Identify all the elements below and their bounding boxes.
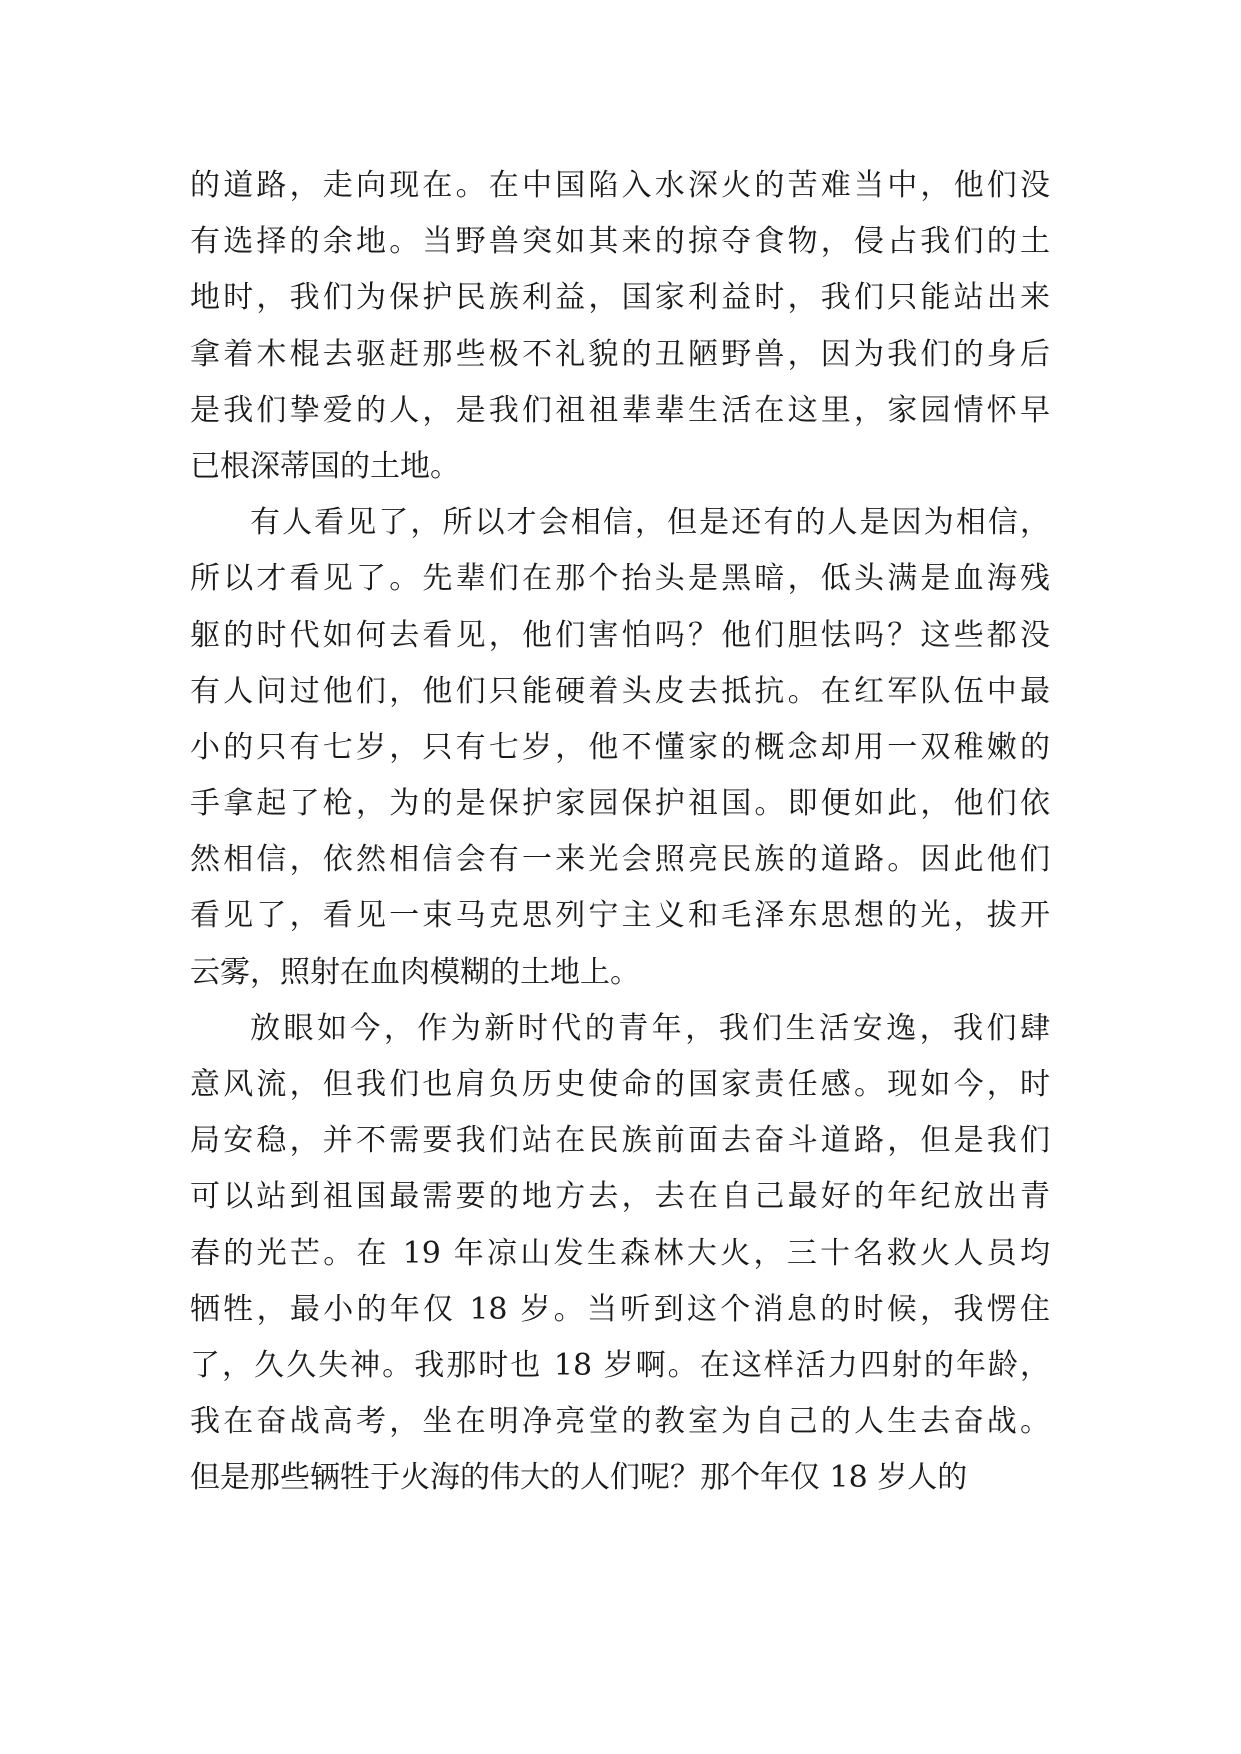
text-line: 躯的时代如何去看见，他们害怕吗？他们胆怯吗？这些都没 — [190, 617, 1050, 653]
text-line: 有选择的余地。当野兽突如其来的掠夺食物，侵占我们的土 — [190, 224, 1050, 260]
text-line: 但是那些辆牲于火海的伟大的人们呢？那个年仅 18 岁人的 — [190, 1460, 968, 1496]
text-line: 然相信，依然相信会有一来光会照亮民族的道路。因此他们 — [190, 842, 1050, 878]
text-line: 春的光芒。在 19 年凉山发生森林大火，三十名救火人员均 — [190, 1235, 1050, 1271]
text-line: 已根深蒂国的土地。 — [190, 448, 460, 484]
text-line: 小的只有七岁，只有七岁，他不懂家的概念却用一双稚嫩的 — [190, 729, 1050, 765]
text-line: 手拿起了枪，为的是保护家园保护祖国。即便如此，他们依 — [190, 786, 1050, 822]
text-line: 云雾，照射在血肉模糊的土地上。 — [190, 954, 640, 990]
text-line: 是我们挚爱的人，是我们祖祖辈辈生活在这里，家园情怀早 — [190, 392, 1050, 428]
document-body — [190, 158, 1050, 1507]
paragraph — [190, 495, 1050, 1001]
paragraph — [190, 1001, 1050, 1507]
text-line: 意风流，但我们也肩负历史使命的国家责任感。现如今，时 — [190, 1067, 1050, 1102]
text-line: 了，久久失神。我那时也 18 岁啊。在这样活力四射的年龄， — [190, 1347, 1050, 1383]
text-line: 我在奋战高考，坐在明净亮堂的教室为自己的人生去奋战。 — [190, 1404, 1050, 1440]
text-line: 牺牲，最小的年仅 18 岁。当听到这个消息的时候，我愣住 — [190, 1291, 1050, 1327]
text-line: 所以才看见了。先辈们在那个抬头是黑暗，低头满是血海残 — [190, 561, 1050, 597]
text-line: 有人看见了，所以才会相信，但是还有的人是因为相信， — [250, 505, 1050, 541]
text-line: 放眼如今，作为新时代的青年，我们生活安逸，我们肆 — [250, 1010, 1050, 1046]
text-line: 地时，我们为保护民族利益，国家利益时，我们只能站出来 — [190, 280, 1050, 316]
text-line: 看见了，看见一束马克思列宁主义和毛泽东思想的光，拔开 — [190, 898, 1050, 934]
paragraph — [190, 158, 1050, 495]
text-line: 拿着木棍去驱赶那些极不礼貌的丑陋野兽，因为我们的身后 — [190, 336, 1050, 372]
text-line: 可以站到祖国最需要的地方去，去在自己最好的年纪放出青 — [190, 1179, 1050, 1215]
text-line: 的道路，走向现在。在中国陷入水深火的苦难当中，他们没 — [190, 168, 1050, 203]
text-line: 有人问过他们，他们只能硬着头皮去抵抗。在红军队伍中最 — [190, 673, 1050, 709]
text-line: 局安稳，并不需要我们站在民族前面去奋斗道路，但是我们 — [190, 1123, 1050, 1159]
